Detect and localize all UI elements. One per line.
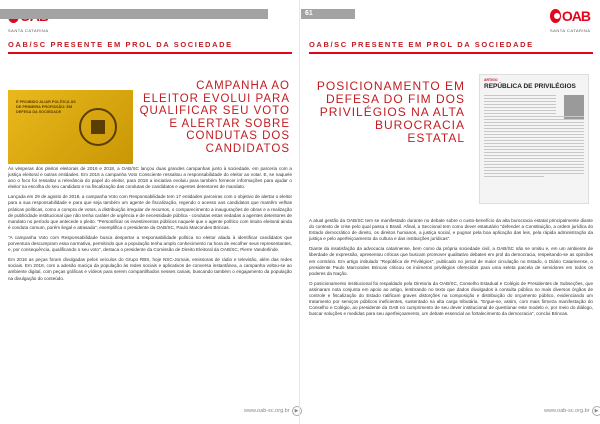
paragraph: "A campanha Voto com Responsabilidade busca despertar a responsabilidade política no eleitor aliada à identificar candidatos que porventura descumpram essa normativa, permitindo que a população tenha amplo conhecimento na hora de escolher seus representantes, e, por consequência, qualificando o seu voto", destaca o presidente da Comissão de Direito Eleitoral da OAB/SC, Pierre Vanderlinde. — [8, 234, 292, 253]
oab-logo: SANTA CATARINA — [8, 5, 48, 33]
article-text-lines — [484, 95, 584, 179]
paragraph: Em 2016 as peças foram divulgadas pelos veículos do Grupo RBS, hoje NSC-Jornais, emissoras de rádio e televisão, além das redes sociais. Em 2018, com a adesão maciça da população às redes sociais e aplicativos de conversa instantânea, a campanha voltou-se ao ambiente digital, com peças gráficas e vídeos para serem compartilhados nesses canais, buscando também o engajamento da população na divulgação do conteúdo. — [8, 257, 292, 281]
footer-link[interactable] — [544, 406, 600, 416]
section-rule — [309, 52, 593, 54]
page-number: 60 — [270, 10, 278, 17]
article-image-title: REPÚBLICA DE PRIVILÉGIOS — [484, 83, 576, 90]
article-body — [309, 218, 593, 321]
footer-url[interactable]: www.oab-sc.org.br — [544, 408, 590, 414]
footer-url[interactable]: www.oab-sc.org.br — [244, 408, 290, 414]
arrow-right-icon: ▶ — [592, 406, 600, 416]
paragraph: Lançada em 29 de agosto de 2018, a campanha Voto com Responsabilidade tem 17 entidades parceiras com o objetivo de alertar o eleitor para a sua responsabilidade e para que seja também um agente de fiscalização, regendo o acesso aos candidatos que mantêm velhas práticas políticas, como a compra de votos, a distribuição irregular de recursos, o comparecimento a inaugurações de obras e a realização de publicidade institucional que não tenha caráter de urgência e de necessidade pública - condutas estas vedadas a agentes detentores de mandato no período que antecede o pleito. "Personificar os investimentos públicos naquele que o agente político com intuito eleitoral ainda é conduta comum, porém ilegal e atrasada", exemplifica o presidente da OAB/SC, Paulo Marcondes Brincas. — [8, 194, 292, 230]
article-tag: ARTIGO — [484, 78, 498, 82]
paragraph: A atual gestão da OAB/SC tem se manifestado durante no debate sobre o custo-benefício da alta burocracia estatal principalmente diante do contexto de crise pelo qual passa o Brasil. Afinal, a Seccional tem como dever estatutário "defender a Constituição, a ordem jurídica do Estado democrático de direito, os direitos humanos, a justiça social, e pugnar pela boa aplicação das leis, pela rápida administração da justiça e pelo aperfeiçoamento da cultura e das instituições jurídicas". — [309, 218, 593, 242]
newspaper-article-image — [479, 74, 589, 204]
section-title: OAB/SC PRESENTE EM PROL DA SOCIEDADE — [8, 40, 233, 49]
paragraph: O posicionamento institucional foi respaldado pela Diretoria da OAB/SC, Conselho Estadual e Colégio de Presidentes de Subseções, que assinaram nota conjunta em apoio ao artigo, lembrando no texto que dados divulgados à consulta pública no mais diversos órgãos de controle e fiscalização do Estado ratificam graves distorções na composição e distribuição do orçamento público, evidenciando um tratamento por serviços públicos ineficientes, sustentado na alta carga tributária. "Ergue-se, assim, com mais firmeza manifestação do Conselho e Colégio, ao presidente da OAB no cumprimento de seu dever institucional de questionar este modelo e, por meio do diálogo, buscar soluções e medidas para seu aperfeiçoamento, um debate essencial ao fortalecimento da democracia", conclui Brincas. — [309, 280, 593, 317]
oab-logo: OAB SANTA CATARINA — [550, 8, 591, 33]
paragraph: Às vésperas dos pleitos eleitorais de 2016 e 2018, a OAB/SC lançou duas grandes campanhas junto à sociedade, em parceria com a justiça eleitoral e outras entidades. Em 2016 a campanha Voto Consciente ressaltou a responsabilidade do eleitor ao votar. E, se naquele ano o foco foi ressaltar a relevância do papel do eleitor, para 2018 a iniciativa evoluiu para também fornecer informações para ajudar o eleitor na escolha do seu candidato e na fiscalização das condutas de candidatos e agentes detentores de mandato. — [8, 166, 292, 190]
page-number: 61 — [305, 10, 313, 17]
article-headline: POSICIONAMENTO EM DEFESA DO FIM DOS PRIVILÉGIOS NA ALTA BUROCRACIA ESTATAL — [316, 79, 465, 145]
article-headline: CAMPANHA AO ELEITOR EVOLUI PARA QUALIFICAR SEU VOTO E ALERTAR SOBRE CONDUTAS DOS CANDIDATOS — [139, 80, 290, 155]
section-title: OAB/SC PRESENTE EM PROL DA SOCIEDADE — [309, 40, 534, 49]
paragraph: Diante da insatisfação da advocacia catarinense, bem como da própria sociedade civil, a OAB/SC não se omitiu e, em um ambiente de liberdade de expressão, apresentou críticas que buscam promover qualitativo debates em prol da democracia, respeitando-se as opiniões em contrário. Em artigo intitulado "República de Privilégios", publicado no jornal de maior circulação no Estado, o Diário Catarinense, o presidente Paulo Marcondes Brincas criticou os inúmeros privilégios oferecidos para uma seleta parcela de servidores em todos os poderes da Nação. — [309, 246, 593, 276]
poster-caption: É PROIBIDO ALIAR POLÍTICA ÀS DE PRIMEIRA PROFISSÃO: EM DEFESA DA SOCIEDADE — [16, 100, 76, 114]
oab-emblem-icon — [550, 9, 561, 23]
arrow-right-icon: ▶ — [292, 406, 302, 416]
